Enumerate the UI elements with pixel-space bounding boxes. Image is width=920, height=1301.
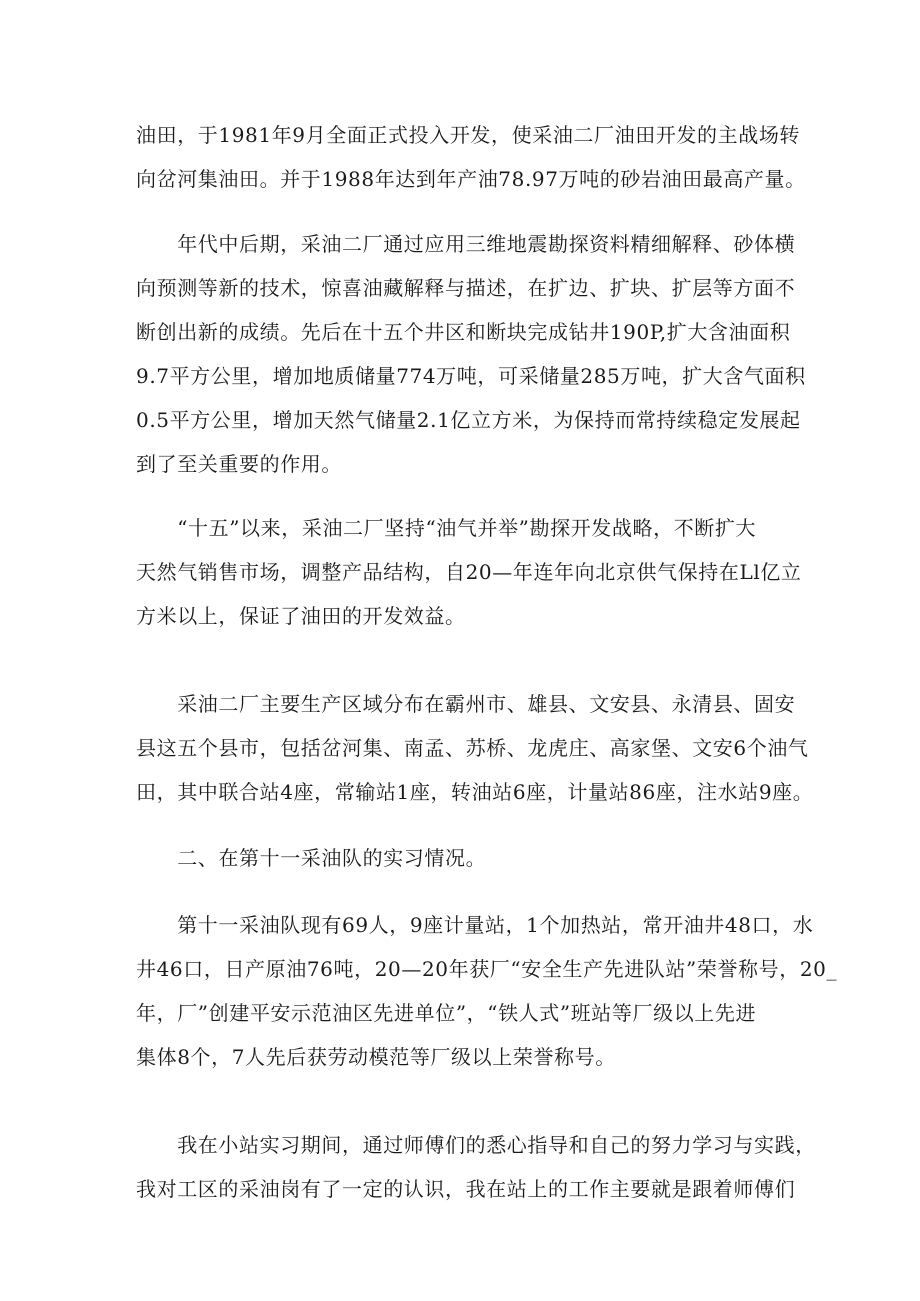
text-line: 年代中后期，采油二厂通过应用三维地震勘探资料精细解释、砂体横 xyxy=(136,232,796,256)
text-line: 井46口，日产原油76吨，20—20年获厂“安全生产先进队站”荣誉称号，20_ xyxy=(136,957,838,981)
paragraph-7 xyxy=(136,1123,816,1211)
section-heading: 二、在第十一采油队的实习情况。 xyxy=(136,846,487,870)
text-line: 天然气销售市场，调整产品结构，自20—年连年向北京供气保持在Ll亿立 xyxy=(136,560,802,584)
paragraph-3 xyxy=(136,506,802,638)
text-line: 我在小站实习期间，通过师傅们的悉心指导和自己的努力学习与实践， xyxy=(136,1133,816,1157)
paragraph-1 xyxy=(136,113,806,201)
text-line: “十五”以来，采油二厂坚持“油气并举”勘探开发战略，不断扩大 xyxy=(136,516,757,540)
paragraph-6 xyxy=(136,903,838,1079)
paragraph-5 xyxy=(136,836,776,880)
text-line: 向预测等新的技术，惊喜油藏解释与描述，在扩边、扩块、扩层等方面不 xyxy=(136,276,796,300)
paragraph-4 xyxy=(136,682,814,814)
text-line: 油田，于1981年9月全面正式投入开发，使采油二厂油田开发的主战场转 xyxy=(136,123,801,147)
text-line: 向岔河集油田。并于1988年达到年产油78.97万吨的砂岩油田最高产量。 xyxy=(136,167,806,191)
text-line: 田，其中联合站4座，常输站1座，转油站6座，计量站86座，注水站9座。 xyxy=(136,780,814,804)
text-line: 断创出新的成绩。先后在十五个井区和断块完成钻井190P,扩大含油面积 xyxy=(136,320,791,344)
text-line: 年，厂”创建平安示范油区先进单位”，“铁人式”班站等厂级以上先进 xyxy=(136,1001,757,1025)
paragraph-2 xyxy=(136,222,806,486)
text-line: 县这五个县市，包括岔河集、南孟、苏桥、龙虎庄、高家堡、文安6个油气 xyxy=(136,736,809,760)
text-line: 方米以上，保证了油田的开发效益。 xyxy=(136,604,466,628)
text-line: 到了至关重要的作用。 xyxy=(136,452,342,476)
text-line: 集体8个，7人先后获劳动模范等厂级以上荣誉称号。 xyxy=(136,1045,616,1069)
text-line: 第十一采油队现有69人，9座计量站，1个加热站，常开油井48口，水 xyxy=(136,913,814,937)
text-line: 9.7平方公里，增加地质储量774万吨，可采储量285万吨，扩大含气面积 xyxy=(136,364,806,388)
text-line: 我对工区的采油岗有了一定的认识，我在站上的工作主要就是跟着师傅们 xyxy=(136,1177,796,1201)
text-line: 采油二厂主要生产区域分布在霸州市、雄县、文安县、永清县、固安 xyxy=(136,692,796,716)
text-line: 0.5平方公里，增加天然气储量2.1亿立方米，为保持而常持续稳定发展起 xyxy=(136,408,801,432)
